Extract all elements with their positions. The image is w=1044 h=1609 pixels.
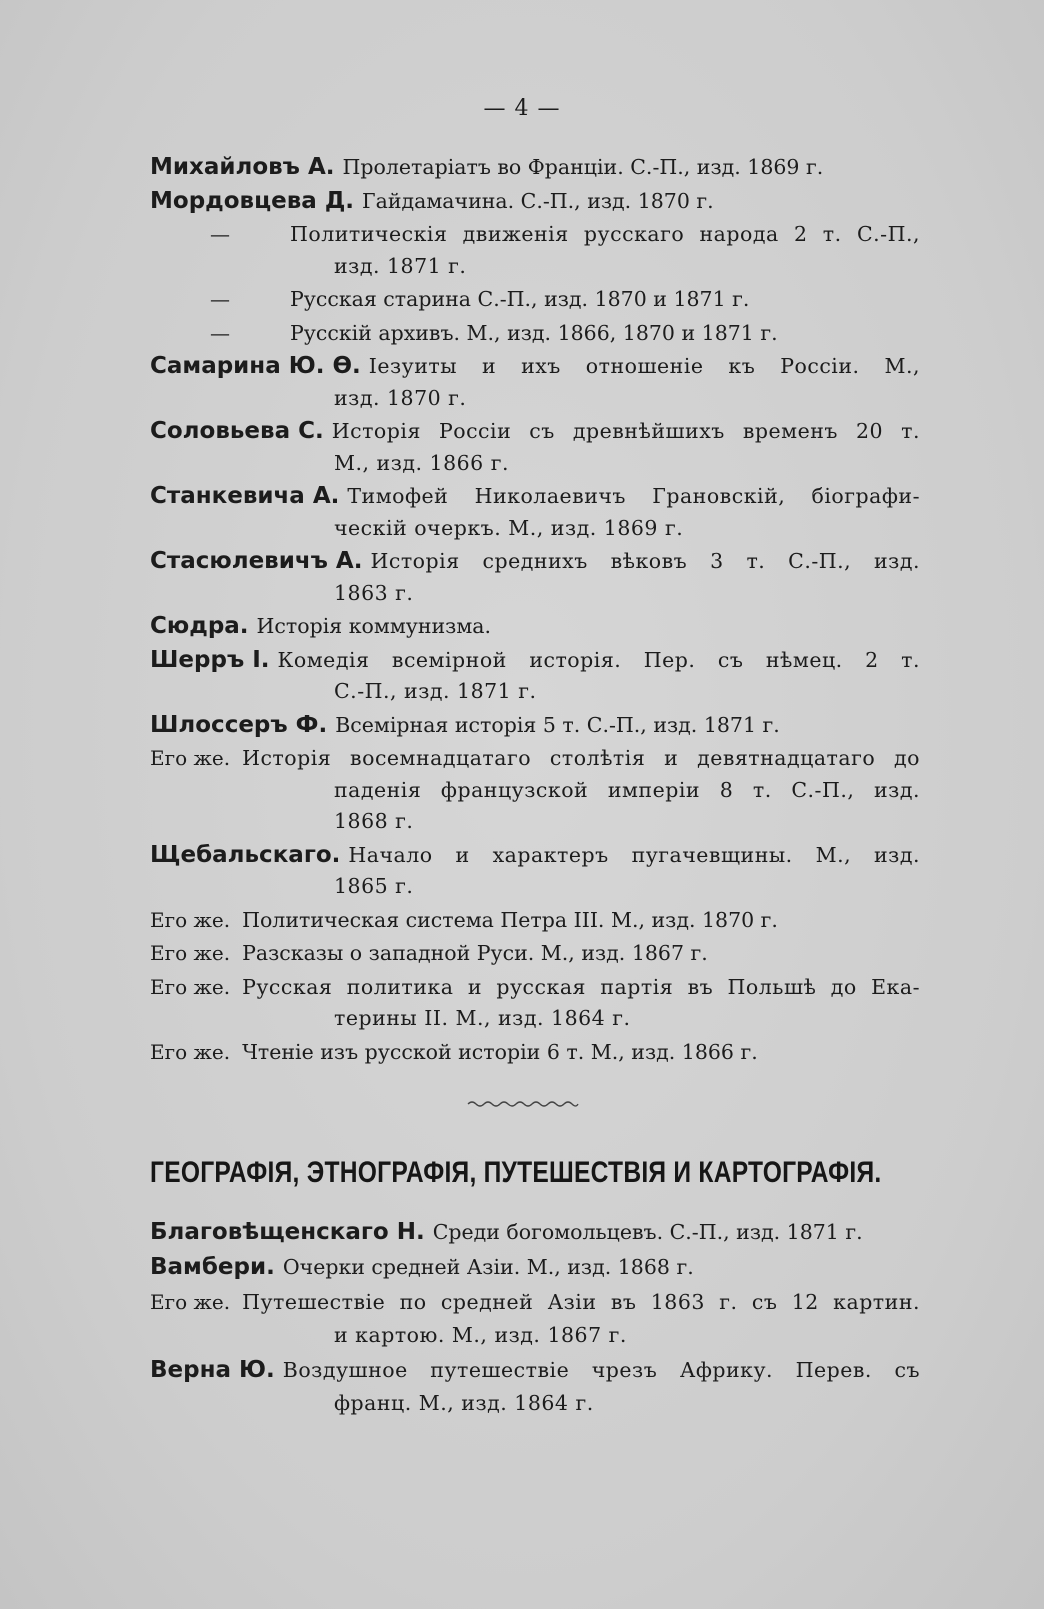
bibliography-entry — [150, 1354, 920, 1420]
entry-author: Самарина Ю. Ѳ. — [150, 353, 361, 379]
bibliography-entry — [150, 318, 920, 350]
bibliography-entry — [150, 186, 920, 218]
entry-continuation: изд. 1870 г. — [334, 385, 467, 410]
bibliography-entry — [150, 1251, 920, 1284]
entry-author: Верна Ю. — [150, 1357, 275, 1383]
ditto-dash: — — [210, 320, 230, 345]
entry-title: Русскій архивъ. М., изд. 1866, 1870 и 1871 г. — [290, 320, 778, 345]
entry-title: Исторія среднихъ вѣковъ 3 т. С.-П., изд. — [370, 549, 920, 573]
entry-author: Шлоссеръ Ф. — [150, 711, 328, 738]
entry-title: Русская старина С.-П., изд. 1870 и 1871 г. — [290, 287, 750, 311]
entry-ibid: Его же. — [150, 941, 231, 965]
entry-continuation: 1868 г. — [334, 809, 414, 833]
entry-author: Сюдра. — [150, 613, 249, 639]
entry-title: Исторія коммунизма. — [256, 614, 492, 638]
bibliography-entry — [150, 972, 920, 1035]
entry-continuation: М., изд. 1866 г. — [334, 450, 509, 475]
entry-author: Вамбери. — [150, 1254, 275, 1280]
bibliography-entry — [150, 351, 920, 414]
bibliography-entry — [150, 938, 920, 970]
entry-author: Михайловъ А. — [150, 154, 335, 180]
entry-title: Іезуиты и ихъ отношеніе къ Россіи. М., — [368, 354, 920, 378]
entry-author: Щебальскаго. — [150, 841, 341, 868]
bibliography-entry — [150, 840, 920, 903]
entry-continuation: франц. М., изд. 1864 г. — [334, 1391, 594, 1415]
entry-title: Всемірная исторія 5 т. С.-П., изд. 1871 г. — [335, 712, 780, 737]
entry-title: Воздушное путешествіе чрезъ Африку. Перев. съ — [282, 1358, 920, 1382]
entry-title: Очерки средней Азіи. М., изд. 1868 г. — [282, 1255, 694, 1279]
ditto-dash: — — [210, 222, 230, 246]
bibliography-list-history — [150, 152, 920, 1070]
bibliography-entry — [150, 1216, 920, 1249]
entry-title: Пролетаріатъ во Франціи. С.-П., изд. 1869 г. — [342, 155, 824, 179]
entry-ibid: Его же. — [150, 746, 231, 770]
bibliography-entry — [150, 1286, 920, 1352]
bibliography-list-geography — [150, 1216, 920, 1422]
entry-continuation: паденія французской имперіи 8 т. С.-П., изд. — [334, 777, 920, 802]
entry-author: Шерръ I. — [150, 646, 270, 673]
entry-title: Начало и характеръ пугачевщины. М., изд. — [348, 842, 920, 867]
entry-continuation: терины II. М., изд. 1864 г. — [334, 1006, 631, 1030]
bibliography-entry — [150, 219, 920, 282]
entry-continuation: С.-П., изд. 1871 г. — [334, 679, 537, 703]
entry-author: Благовѣщенскаго Н. — [150, 1219, 425, 1245]
entry-continuation: изд. 1871 г. — [334, 253, 467, 278]
bibliography-entry — [150, 416, 920, 479]
entry-title: Гайдамачина. С.-П., изд. 1870 г. — [362, 188, 714, 213]
page-number: — 4 — — [483, 96, 561, 121]
decorative-separator — [466, 1097, 580, 1111]
entry-ibid: Его же. — [150, 974, 231, 999]
bibliography-entry — [150, 645, 920, 708]
entry-continuation: 1865 г. — [334, 874, 414, 898]
entry-title: Чтеніе изъ русской исторіи 6 т. М., изд. 1866 г. — [242, 1039, 758, 1064]
entry-continuation: и картою. М., изд. 1867 г. — [334, 1323, 627, 1347]
entry-title: Политическія движенія русскаго народа 2 т. С.-П., — [290, 222, 920, 246]
bibliography-entry — [150, 1037, 920, 1069]
entry-title: Путешествіе по средней Азіи въ 1863 г. съ 12 картин. — [242, 1290, 920, 1314]
entry-title: Комедія всемірной исторія. Пер. съ нѣмец. 2 т. — [277, 647, 920, 672]
bibliography-entry — [150, 284, 920, 316]
entry-title: Исторія Россіи съ древнѣйшихъ временъ 20 т. — [331, 419, 920, 443]
bibliography-entry — [150, 905, 920, 937]
entry-title: Разсказы о западной Руси. М., изд. 1867 г. — [242, 941, 708, 965]
bibliography-entry — [150, 546, 920, 609]
section-heading: ГЕОГРАФІЯ, ЭТНОГРАФІЯ, ПУТЕШЕСТВІЯ И КАРТОГРАФІЯ. — [150, 1156, 882, 1189]
entry-title: Тимофей Николаевичъ Грановскій, біографи- — [347, 484, 920, 508]
bibliography-entry — [150, 481, 920, 544]
entry-ibid: Его же. — [150, 1039, 231, 1064]
entry-author: Соловьева С. — [150, 418, 324, 444]
ditto-dash: — — [210, 287, 230, 311]
bibliography-entry — [150, 743, 920, 838]
entry-title: Политическая система Петра III. М., изд. 1870 г. — [242, 907, 778, 932]
entry-title: Среди богомольцевъ. С.-П., изд. 1871 г. — [432, 1220, 863, 1244]
entry-continuation: ческій очеркъ. М., изд. 1869 г. — [334, 515, 684, 540]
bibliography-entry — [150, 611, 920, 643]
entry-ibid: Его же. — [150, 907, 231, 932]
bibliography-entry — [150, 710, 920, 742]
entry-title: Исторія восемнадцатаго столѣтія и девятнадцатаго до — [242, 746, 920, 770]
entry-ibid: Его же. — [150, 1290, 231, 1314]
entry-author: Станкевича А. — [150, 483, 340, 509]
entry-continuation: 1863 г. — [334, 580, 414, 605]
entry-author: Мордовцева Д. — [150, 187, 355, 214]
entry-title: Русская политика и русская партія въ Польшѣ до Ека- — [242, 974, 920, 999]
bibliography-entry — [150, 152, 920, 184]
entry-author: Стасюлевичъ А. — [150, 548, 363, 574]
